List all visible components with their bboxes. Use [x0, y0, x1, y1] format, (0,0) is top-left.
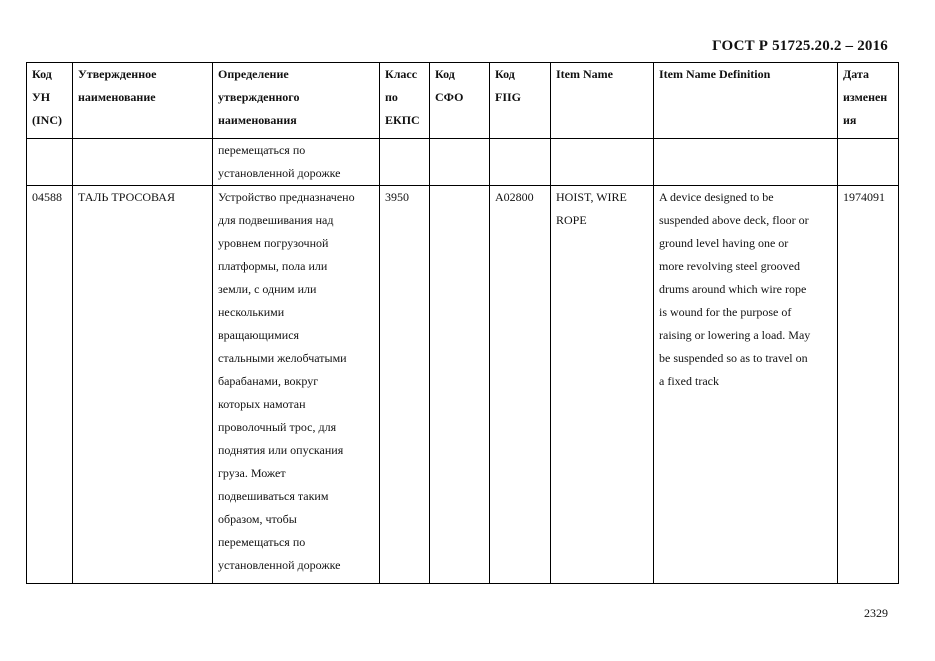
header-inc: Код УН (INC) — [27, 63, 73, 139]
cell-date — [838, 139, 899, 186]
cell-name: ТАЛЬ ТРОСОВАЯ — [73, 186, 213, 584]
cell-item-name-definition: A device designed to be suspended above deck, floor or ground level having one or more revolving steel grooved drums around which wire rope is wound for the purpose of raising or lowering a load. May be suspended so as to travel on a fixed track — [654, 186, 838, 584]
header-fiig: Код FIIG — [490, 63, 551, 139]
cell-definition: перемещаться по установленной дорожке — [213, 139, 380, 186]
header-item-name: Item Name — [551, 63, 654, 139]
cell-inc — [27, 139, 73, 186]
cell-name — [73, 139, 213, 186]
header-date: Дата изменен ия — [838, 63, 899, 139]
table-row-continued — [27, 139, 899, 186]
cell-fiig: A02800 — [490, 186, 551, 584]
cell-item-name: HOIST, WIRE ROPE — [551, 186, 654, 584]
cell-fiig — [490, 139, 551, 186]
catalog-table — [26, 62, 899, 584]
cell-date: 1974091 — [838, 186, 899, 584]
cell-definition: Устройство предназначено для подвешивания над уровнем погрузочной платформы, пола или земли, с одним или несколькими вращающимися стальными желобчатыми барабанами, вокруг которых намотан проволочный трос, для поднятия или опускания груза. Может подвешиваться таким образом, чтобы перемещаться по установленной дорожке — [213, 186, 380, 584]
cell-class: 3950 — [380, 186, 430, 584]
cell-inc: 04588 — [27, 186, 73, 584]
cell-item-name — [551, 139, 654, 186]
header-class: Класс по ЕКПС — [380, 63, 430, 139]
header-row — [27, 63, 899, 139]
document-header: ГОСТ Р 51725.20.2 – 2016 — [712, 38, 888, 54]
cell-class — [380, 139, 430, 186]
page-number: 2329 — [864, 606, 888, 620]
header-sfo: Код СФО — [430, 63, 490, 139]
cell-item-name-definition — [654, 139, 838, 186]
cell-sfo — [430, 186, 490, 584]
cell-sfo — [430, 139, 490, 186]
header-name: Утвержденное наименование — [73, 63, 213, 139]
table-row — [27, 186, 899, 584]
header-definition: Определение утвержденного наименования — [213, 63, 380, 139]
header-item-name-definition: Item Name Definition — [654, 63, 838, 139]
